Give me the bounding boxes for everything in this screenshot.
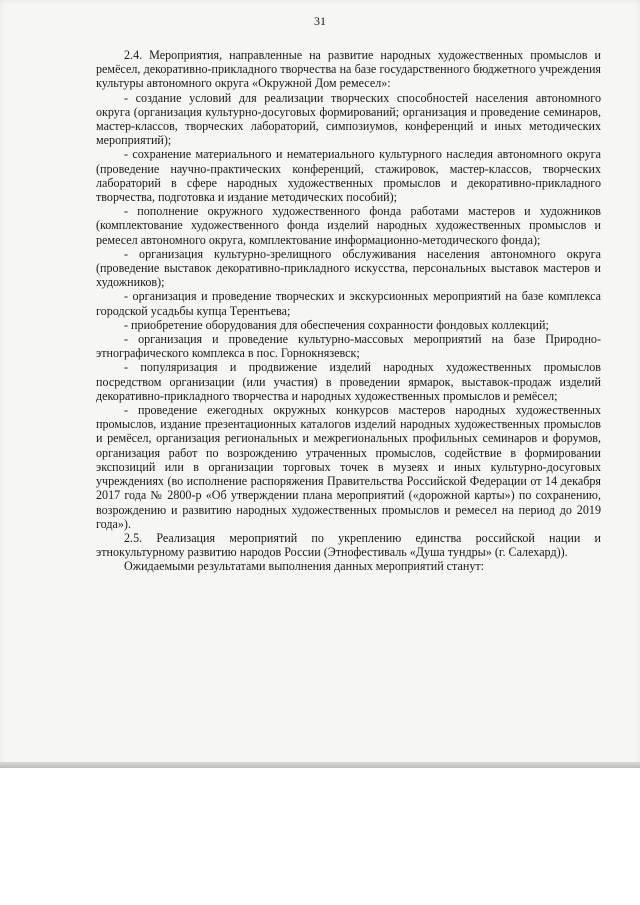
paragraph-2-4: 2.4. Мероприятия, направленные на развитие народных художественных промыслов и ремёсел, декоративно-прикладного творчества на базе государственного бюджетного учреждения культуры автономного округа «Окружной Дом ремесел»: — [96, 48, 601, 91]
list-item: - пополнение окружного художественного фонда работами мастеров и художников (комплектование художественного фонда изделий народных художественных промыслов и ремесел автономного округа, комплектование информационно-методического фонда); — [96, 204, 601, 247]
list-item: - организация культурно-зрелищного обслуживания населения автономного округа (проведение выставок декоративно-прикладного искусства, персональных выставок мастеров и художников); — [96, 246, 601, 290]
list-item: - организация и проведение культурно-массовых мероприятий на базе Природно-этнографического комплекса в пос. Горнокнязевск; — [96, 332, 601, 361]
list-item: - организация и проведение творческих и экскурсионных мероприятий на базе комплекса городской усадьбы купца Терентьева; — [96, 289, 601, 318]
paragraph-2-5: 2.5. Реализация мероприятий по укреплению единства российской нации и этнокультурному развитию народов России (Этнофестиваль «Душа тундры» (г. Салехард)). — [96, 530, 601, 560]
list-item: - популяризация и продвижение изделий народных художественных промыслов посредством организации (или участия) в проведении ярмарок, выставок-продаж изделий декоративно-прикладного творчества и народных художественных промыслов и ремёсел; — [96, 360, 601, 403]
list-item: - создание условий для реализации творческих способностей населения автономного округа (организация культурно-досуговых формирований; организация и проведение семинаров, мастер-классов, творческих лабораторий, симпозиумов, конференций и иных методических мероприятий); — [96, 90, 601, 148]
scan-edge — [0, 762, 640, 768]
page-number: 31 — [314, 14, 326, 28]
list-item: - проведение ежегодных окружных конкурсов мастеров народных художественных промыслов, издание презентационных каталогов изделий народных художественных промыслов и ремёсел, организация региональных и межрегиональных профильных семинаров и форумов, организация работ по возрождению утраченных промыслов, содействие в формировании экспозиций или в организации торговых точек в музеях и иных культурно-досуговых учреждениях (во исполнение распоряжения Правительства Российской Федерации от 14 декабря 2017 года № 2800-р «Об утверждении плана мероприятий («дорожной карты») по сохранению, возрождению и развитию народных художественных промыслов и ремесел на период до 2019 года»). — [96, 403, 601, 531]
list-item: - сохранение материального и нематериального культурного наследия автономного округа (проведение научно-практических конференций, стажировок, мастер-классов, творческих лабораторий в сфере народных художественных промыслов и декоративно-прикладного творчества, подготовка и издание методических пособий); — [96, 147, 601, 205]
document-body — [96, 48, 601, 574]
list-item: - приобретение оборудования для обеспечения сохранности фондовых коллекций; — [124, 317, 549, 332]
expected-results-intro: Ожидаемыми результатами выполнения данных мероприятий станут: — [124, 559, 485, 574]
